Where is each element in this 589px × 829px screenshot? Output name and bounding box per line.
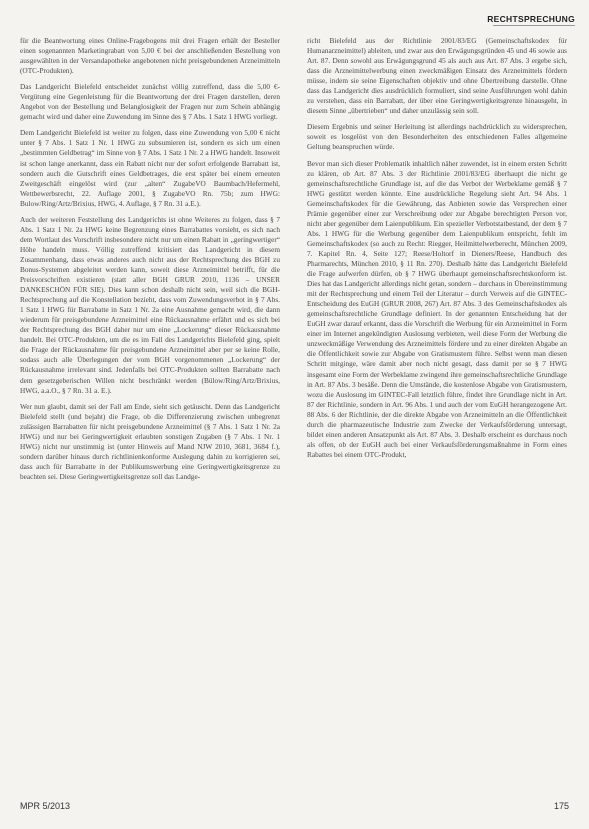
left-column [20,36,280,488]
section-rule [493,25,575,26]
right-column [307,36,567,466]
paragraph: Das Landgericht Bielefeld entscheidet zunächst völlig zutreffend, dass die 5,00 €-Vergütung eine Gegenleistung für die Beantwortung der drei Fragen darstellen, deren Angebot von der Bestellung und Belanglosigkeit der Fragen nur zum Schein abhängig gemacht wird und daher eine Zuwendung im Sinne des § 7 Abs. 1 Satz 1 HWG vorliegt. [20,82,280,122]
paragraph: Dem Landgericht Bielefeld ist weiter zu folgen, dass eine Zuwendung von 5,00 € nicht unter § 7 Abs. 1 Satz 1 Nr. 1 HWG zu subsumieren ist, sondern es sich um einen „bestimmten Geldbetrag“ im Sinne von § 7 Abs. 1 Satz 1 Nr. 2 a HWG handelt. Insoweit ist schon lange anerkannt, dass ein Rabatt nicht nur der sofort erfolgende Barrabatt ist, sondern auch die Gutschrift eines Geldbetrages, die erst später bei einem erneuten Zweitgeschäft eingelöst wird (zur „alten“ ZugabeVO Baumbach/Hefermehl, Wettbewerbsrecht, 22. Auflage 2001, § ZugabeVO Rn. 75b; zum HWG: Bulow/Ring/Artz/Brixius, HWG, 4. Auflage, § 7 Rn. 31 a.E.). [20,128,280,208]
section-label: RECHTSPRECHUNG [487,14,575,24]
page-number: 175 [553,801,569,811]
paragraph: Bevor man sich dieser Problematik inhaltlich näher zuwendet, ist in einem ersten Schritt zu klären, ob Art. 87 Abs. 3 der Richtlinie 2001/83/EG überhaupt die nicht ge gemeinschaftsrechtliche Grundlage ist, auf die das Verbot der Werbeklame gemäß § 7 HWG gestützt werden könnte. Eine ausdrückliche Regelung sieht Art. 94 Abs. 1 Gemeinschaftskodex für die Gewährung, das Anbieten sowie das Versprechen einer Prämie gegenüber einer zur Verschreibung oder zur Abgabe berechtigten Person vor, nicht aber gegenüber dem Laienpublikum. Ein spezieller Verbotstatbestand, der dem § 7 Abs. 1 HWG für die Werbung gegenüber dem Laienpublikum entspricht, fehlt im Gemeinschaftskodex (so auch zu Recht: Riegger, Heilmittelwerberecht, München 2009, 7. Kapitel Rn. 4, Seite 127; Reese/Holtorf in Dieners/Reese, Handbuch des Pharmarechts, München 2010, § 11 Rn. 270). Deshalb hätte das Landgericht Bielefeld die Frage aufwerfen dürfen, ob § 7 HWG überhaupt gemeinschaftsrechtskonform ist. Dies hat das Landgericht allerdings nicht getan, sondern – durchaus in Übereinstimmung mit der Rechtsprechung und einem Teil der Literatur – durch Verweis auf die GINTEC-Entscheidung des EuGH (GRUR 2008, 267) Art. 87 Abs. 3 des Gemeinschaftskodex als gemeinschaftsrechtliche Grundlage definiert. In der genannten Entscheidung hat der EuGH zwar darauf erkannt, dass die Vorschrift die Werbung für ein Arzneimittel in Form einer im Internet angekündigten Auslosung verbieten, weil diese Form der Werbung die unzweckmäßige Verwendung des Arzneimittels fördere und zu einer direkten Abgabe an die Öffentlichkeit sowie zur Abgabe von Gratismustern führe. Selbst wenn man diesen Schritt mitginge, wäre damit aber noch nicht gesagt, dass damit per se § 7 HWG insgesamt eine Form der Werbeklame zwingend ihre gemeinschaftsrechtliche Grundlage in Art. 87 Abs. 3 besäße. Denn die Umstände, die kostenlose Abgabe von Gratismustern, wozu die Auslosung im GINTEC-Fall letztlich führe, findet ihre Grundlage nicht in Art. 87 der Richtlinie, sondern in Art. 96 Abs. 1 und auch der vom EuGH herangezogene Art. 88 Abs. 6 der Richtlinie, der die direkte Abgabe von Arzneimitteln an die Öffentlichkeit durch die pharmazeutische Industrie zum Zwecke der Verkaufsförderung untersagt, bildet einen anderen Ansatzpunkt als Art. 87 Abs. 3. Deshalb erscheint es durchaus noch als offen, ob der EuGH auch bei einer Verkaufsförderungsmaßnahme in Form eines Rabattes bei einem OTC-Produkt, [307,158,568,459]
paragraph: richt Bielefeld aus der Richtlinie 2001/83/EG (Gemeinschaftskodex für Humanarzneimittel) ableiten, und zwar aus den Erwägungsgründen 45 und 46 sowie aus Art. 87. Denn sowohl aus Erwägungsgrund 45 als auch aus Art. 87 Abs. 3 ergebe sich, dass die Arzneimittelwerbung einen zweckmäßigen Einsatz des Arzneimittels fördern müsse, indem sie seine Eigenschaften objektiv und ohne Übertreibung darstelle. Ohne dass das Landgericht dies ausdrücklich formuliert, sind seine Ausführungen wohl dahin zu verstehen, dass ein Barrabatt, der über eine Geringwertigkeitsgrenze hinausgeht, in diesem Sinne „übertrieben“ und daher unzulässig sein soll. [307,36,567,116]
paragraph: Wer nun glaubt, damit sei der Fall am Ende, sieht sich getäuscht. Denn das Landgericht Bielefeld stellt (und bejaht) die Frage, ob die Differenzierung zwischen unbegrenzt zulässigen Barrabatten für nicht preisgebundene Arzneimittel (§ 7 Abs. 1 Satz 1 Nr. 2a HWG) und nur bei Geringwertigkeit erlaubten sonstigen Zugaben (§ 7 Abs. 1 Nr. 1 HWG) nicht nur unstimmig ist (unter Hinweis auf Mand NJW 2010, 3681, 3684 f.), sondern darüber hinaus durch richtlinienkonforme Auslegung dahin zu korrigieren sei, dass auch für Barrabatte in der Publikumswerbung eine Geringwertigkeitsgrenze zu beachten sei. Diese Geringwertigkeitsgrenze soll das Landge- [20,401,280,481]
paragraph: Auch der weiteren Feststellung des Landgerichts ist ohne Weiteres zu folgen, dass § 7 Abs. 1 Satz 1 Nr. 2a HWG keine Begrenzung eines Barrabattes vorsieht, es sich nach dem Wortlaut des Vorschrift insbesondere nicht nur um einen Rabatt in „geringwertiger“ Höhe handeln muss. Völlig zutreffend kritisiert das Landgericht in diesem Zusammenhang, dass etwas anderes auch nicht aus der Rechtsprechung des BGH zu Bonus-Systemen abgeleitet werden kann, soweit diese Arzneimittel betrifft, für die Preisvorschriften existieren (statt aller BGH GRUR 2010, 1136 – UNSER DANKESCHÖN FÜR SIE). Dies kann schon deshalb nicht sein, weil sich die BGH-Rechtsprechung auf die Konstellation bezieht, dass vom Zuwendungsverbot in § 7 Abs. 1 Satz 1 HWG für Barrabatte in Satz 1 Nr. 2a eine Ausnahme gemacht wird, die dann wiederum für preisgebundene Arzneimittel eine Rückausnahme erfährt und es sich bei der Rechtsprechung des BGH daher nur um eine „Lockerung“ dieser Rückausnahme handelt. Bei OTC-Produkten, um die es im Fall des Landgerichts Bielefeld ging, spielt die Frage der Rückausnahme für preisgebundene Arzneimittel aber per se keine Rolle, sodass auch alle Überlegungen der vom BGH vorgenommenen „Lockerung“ der Rückausnahme irrelevant sind. Jedenfalls bei OTC-Produkten sollten Barrabatte nach dem gesetzgeberischen Willen nicht beschränkt werden (Bülow/Ring/Artz/Brixius, HWG, a.a.O., § 7 Rn. 31 a. E.). [20,214,280,395]
page-footer [20,801,569,817]
paragraph: Diesem Ergebnis und seiner Herleitung ist allerdings nachdrücklich zu widersprechen, soweit es losgelöst von den Besonderheiten des entschiedenen Falles allgemeine Geltung beanspruchen würde. [307,122,567,152]
page-header [0,0,589,30]
journal-issue: MPR 5/2013 [20,801,71,811]
paragraph: für die Beantwortung eines Online-Fragebogens mit drei Fragen erhält der Besteller einen sogenannten Marketingrabatt von 5,00 € bei der anschließenden Bestellung von ausgewählten in der Versandapotheke angebotenen nicht preisgebundenen Arzneimitteln (OTC-Produkten). [20,36,280,76]
